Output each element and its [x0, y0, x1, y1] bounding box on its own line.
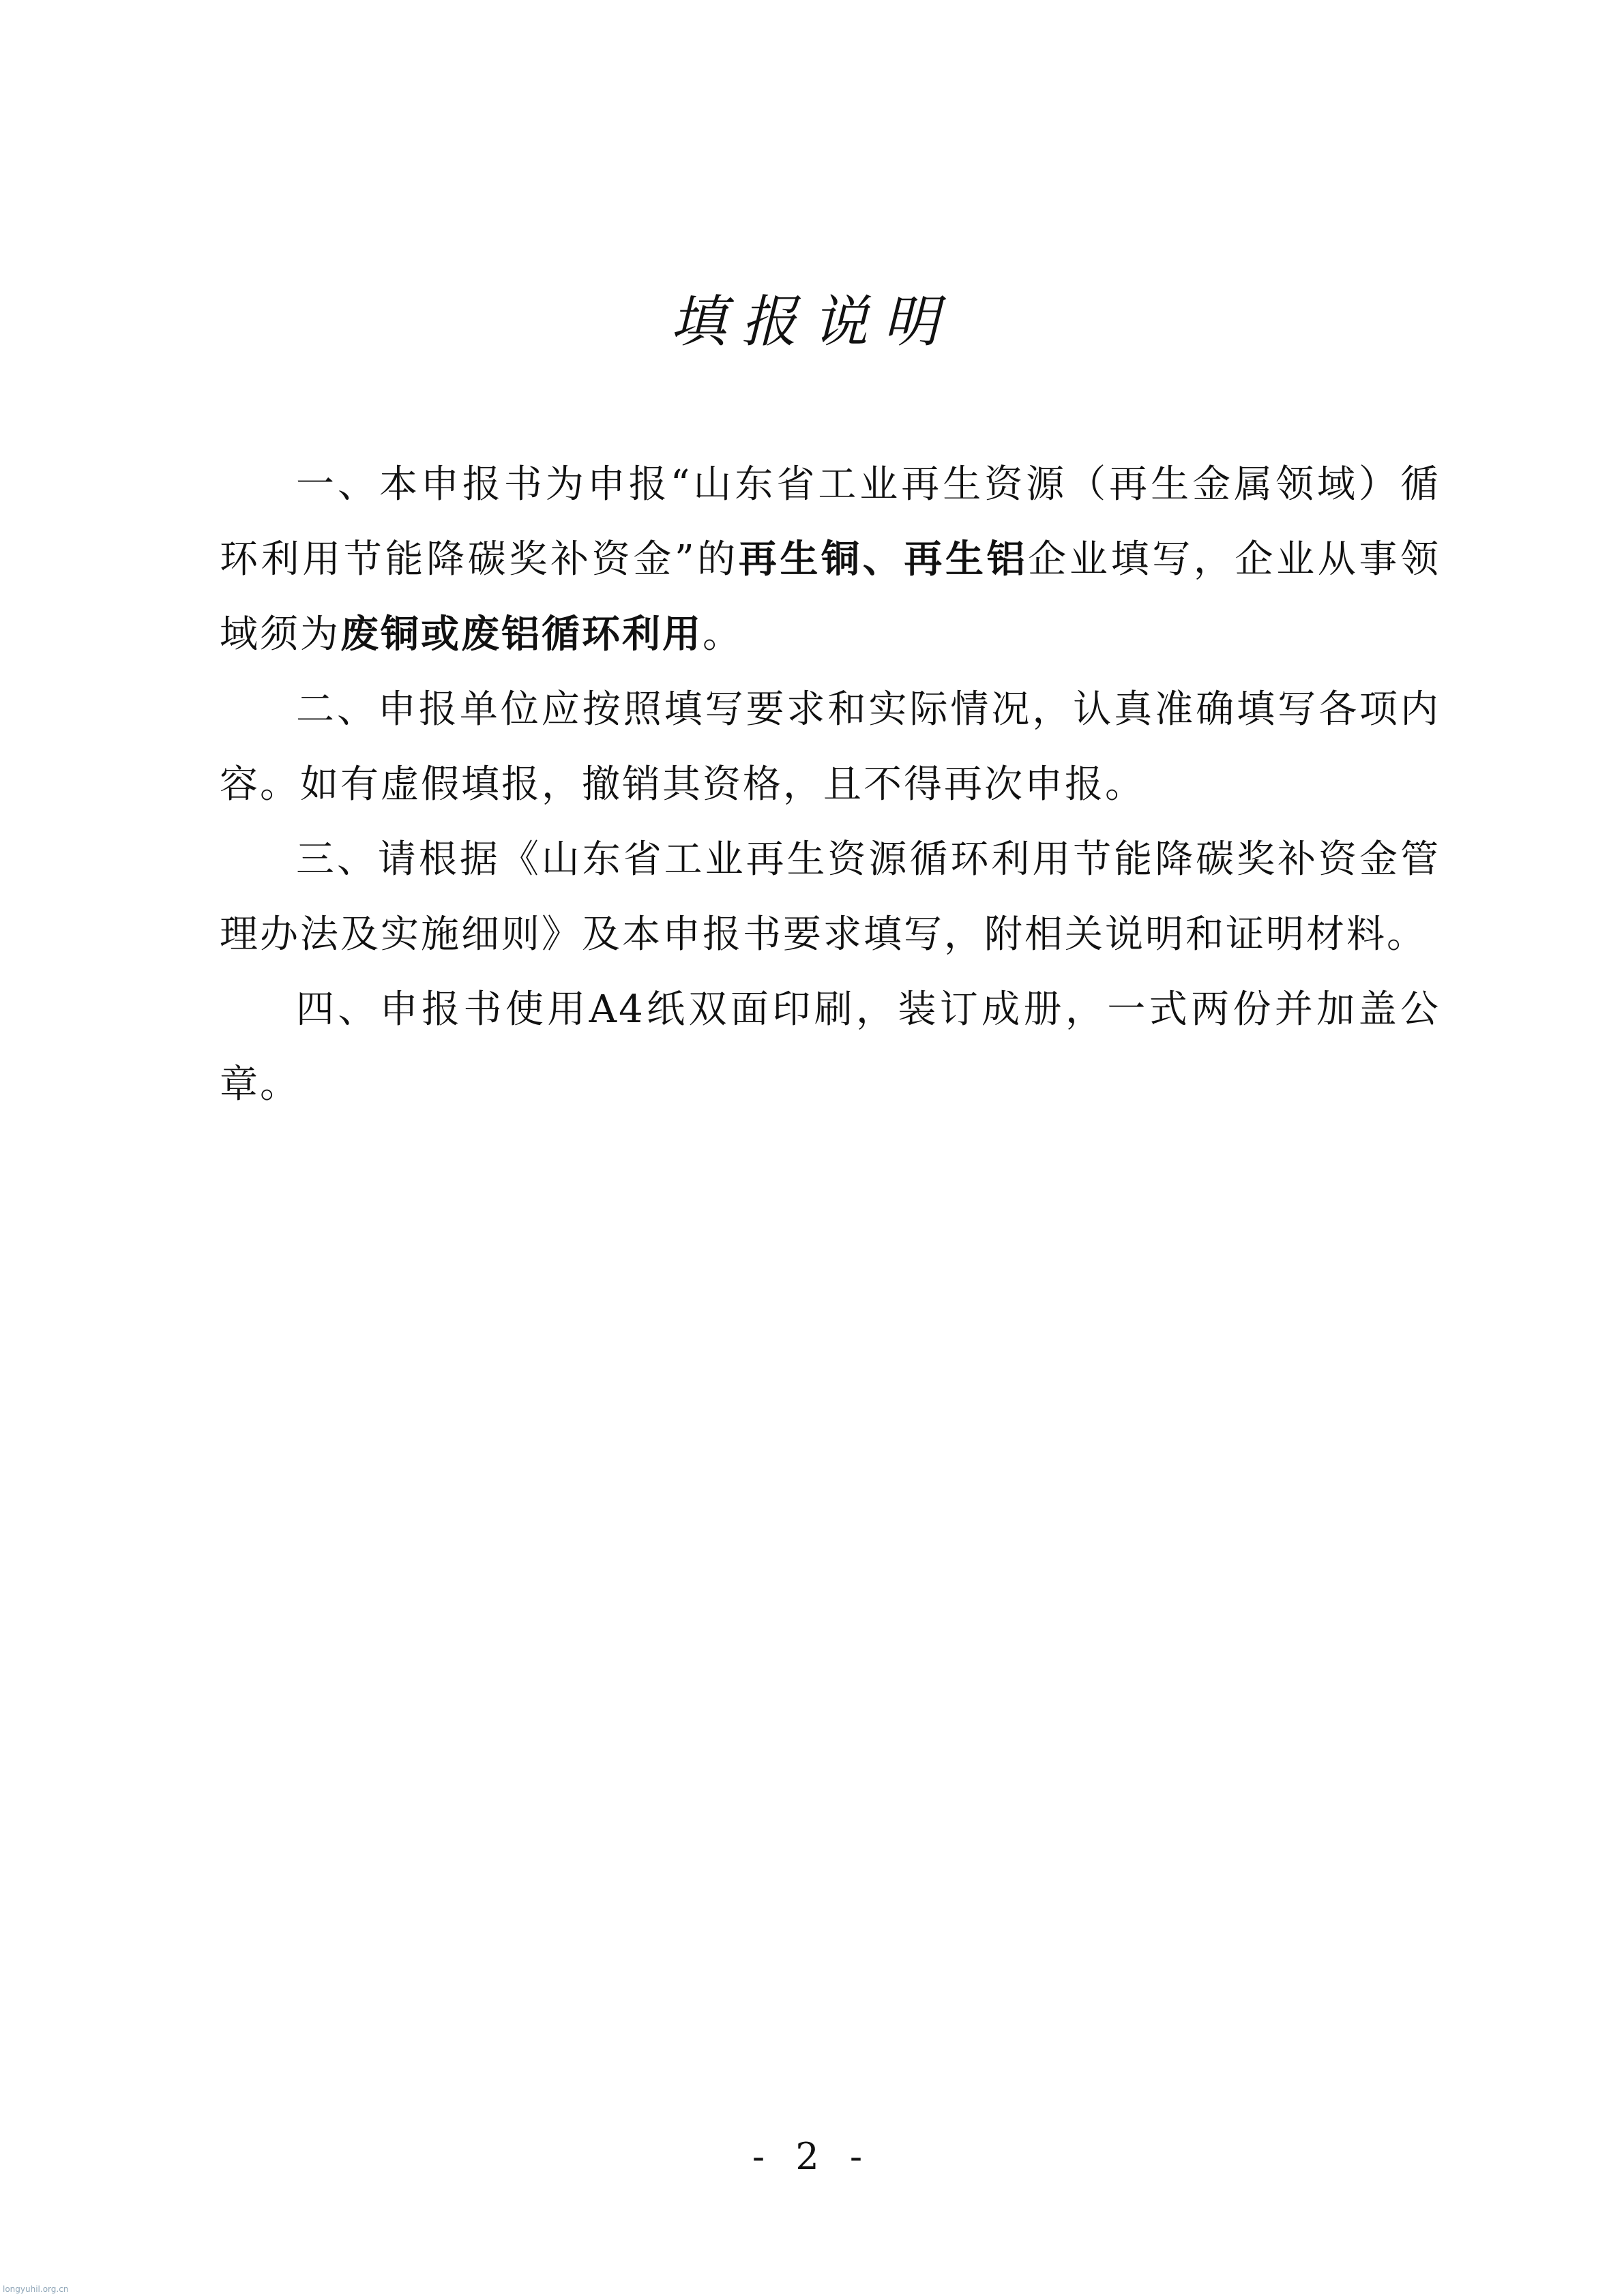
page-title: 填报说明 [670, 290, 954, 355]
instruction-1-emphasis-metals: 再生铜、再生铝 [738, 537, 1029, 582]
instructions-body [220, 447, 1441, 1122]
instruction-item-2: 二、申报单位应按照填写要求和实际情况，认真准确填写各项内容。如有虚假填报，撤销其资格，且不得再次申报。 [220, 687, 1441, 807]
watermark: longyuhil.org.cn [3, 2284, 69, 2294]
page-number: - 2 - [752, 2135, 872, 2178]
instruction-item-3: 三、请根据《山东省工业再生资源循环利用节能降碳奖补资金管理办法及实施细则》及本申报书要求填写，附相关说明和证明材料。 [220, 837, 1441, 957]
instruction-item-1 [220, 447, 1441, 672]
instruction-1-emphasis-field: 废铜或废铝循环利用 [340, 612, 703, 657]
instruction-1-text-e: 。 [703, 612, 743, 657]
instruction-1-text-a: 一、本申报书为申报“山东省工业再生资源（再生金属领域）循环利用节能降碳奖补资金”的 [220, 462, 1441, 582]
instruction-item-4: 四、申报书使用A4纸双面印刷，装订成册，一式两份并加盖公章。 [220, 987, 1441, 1107]
instruction-1-text-c: 企业填写，企业从事领域须为 [220, 537, 1441, 657]
